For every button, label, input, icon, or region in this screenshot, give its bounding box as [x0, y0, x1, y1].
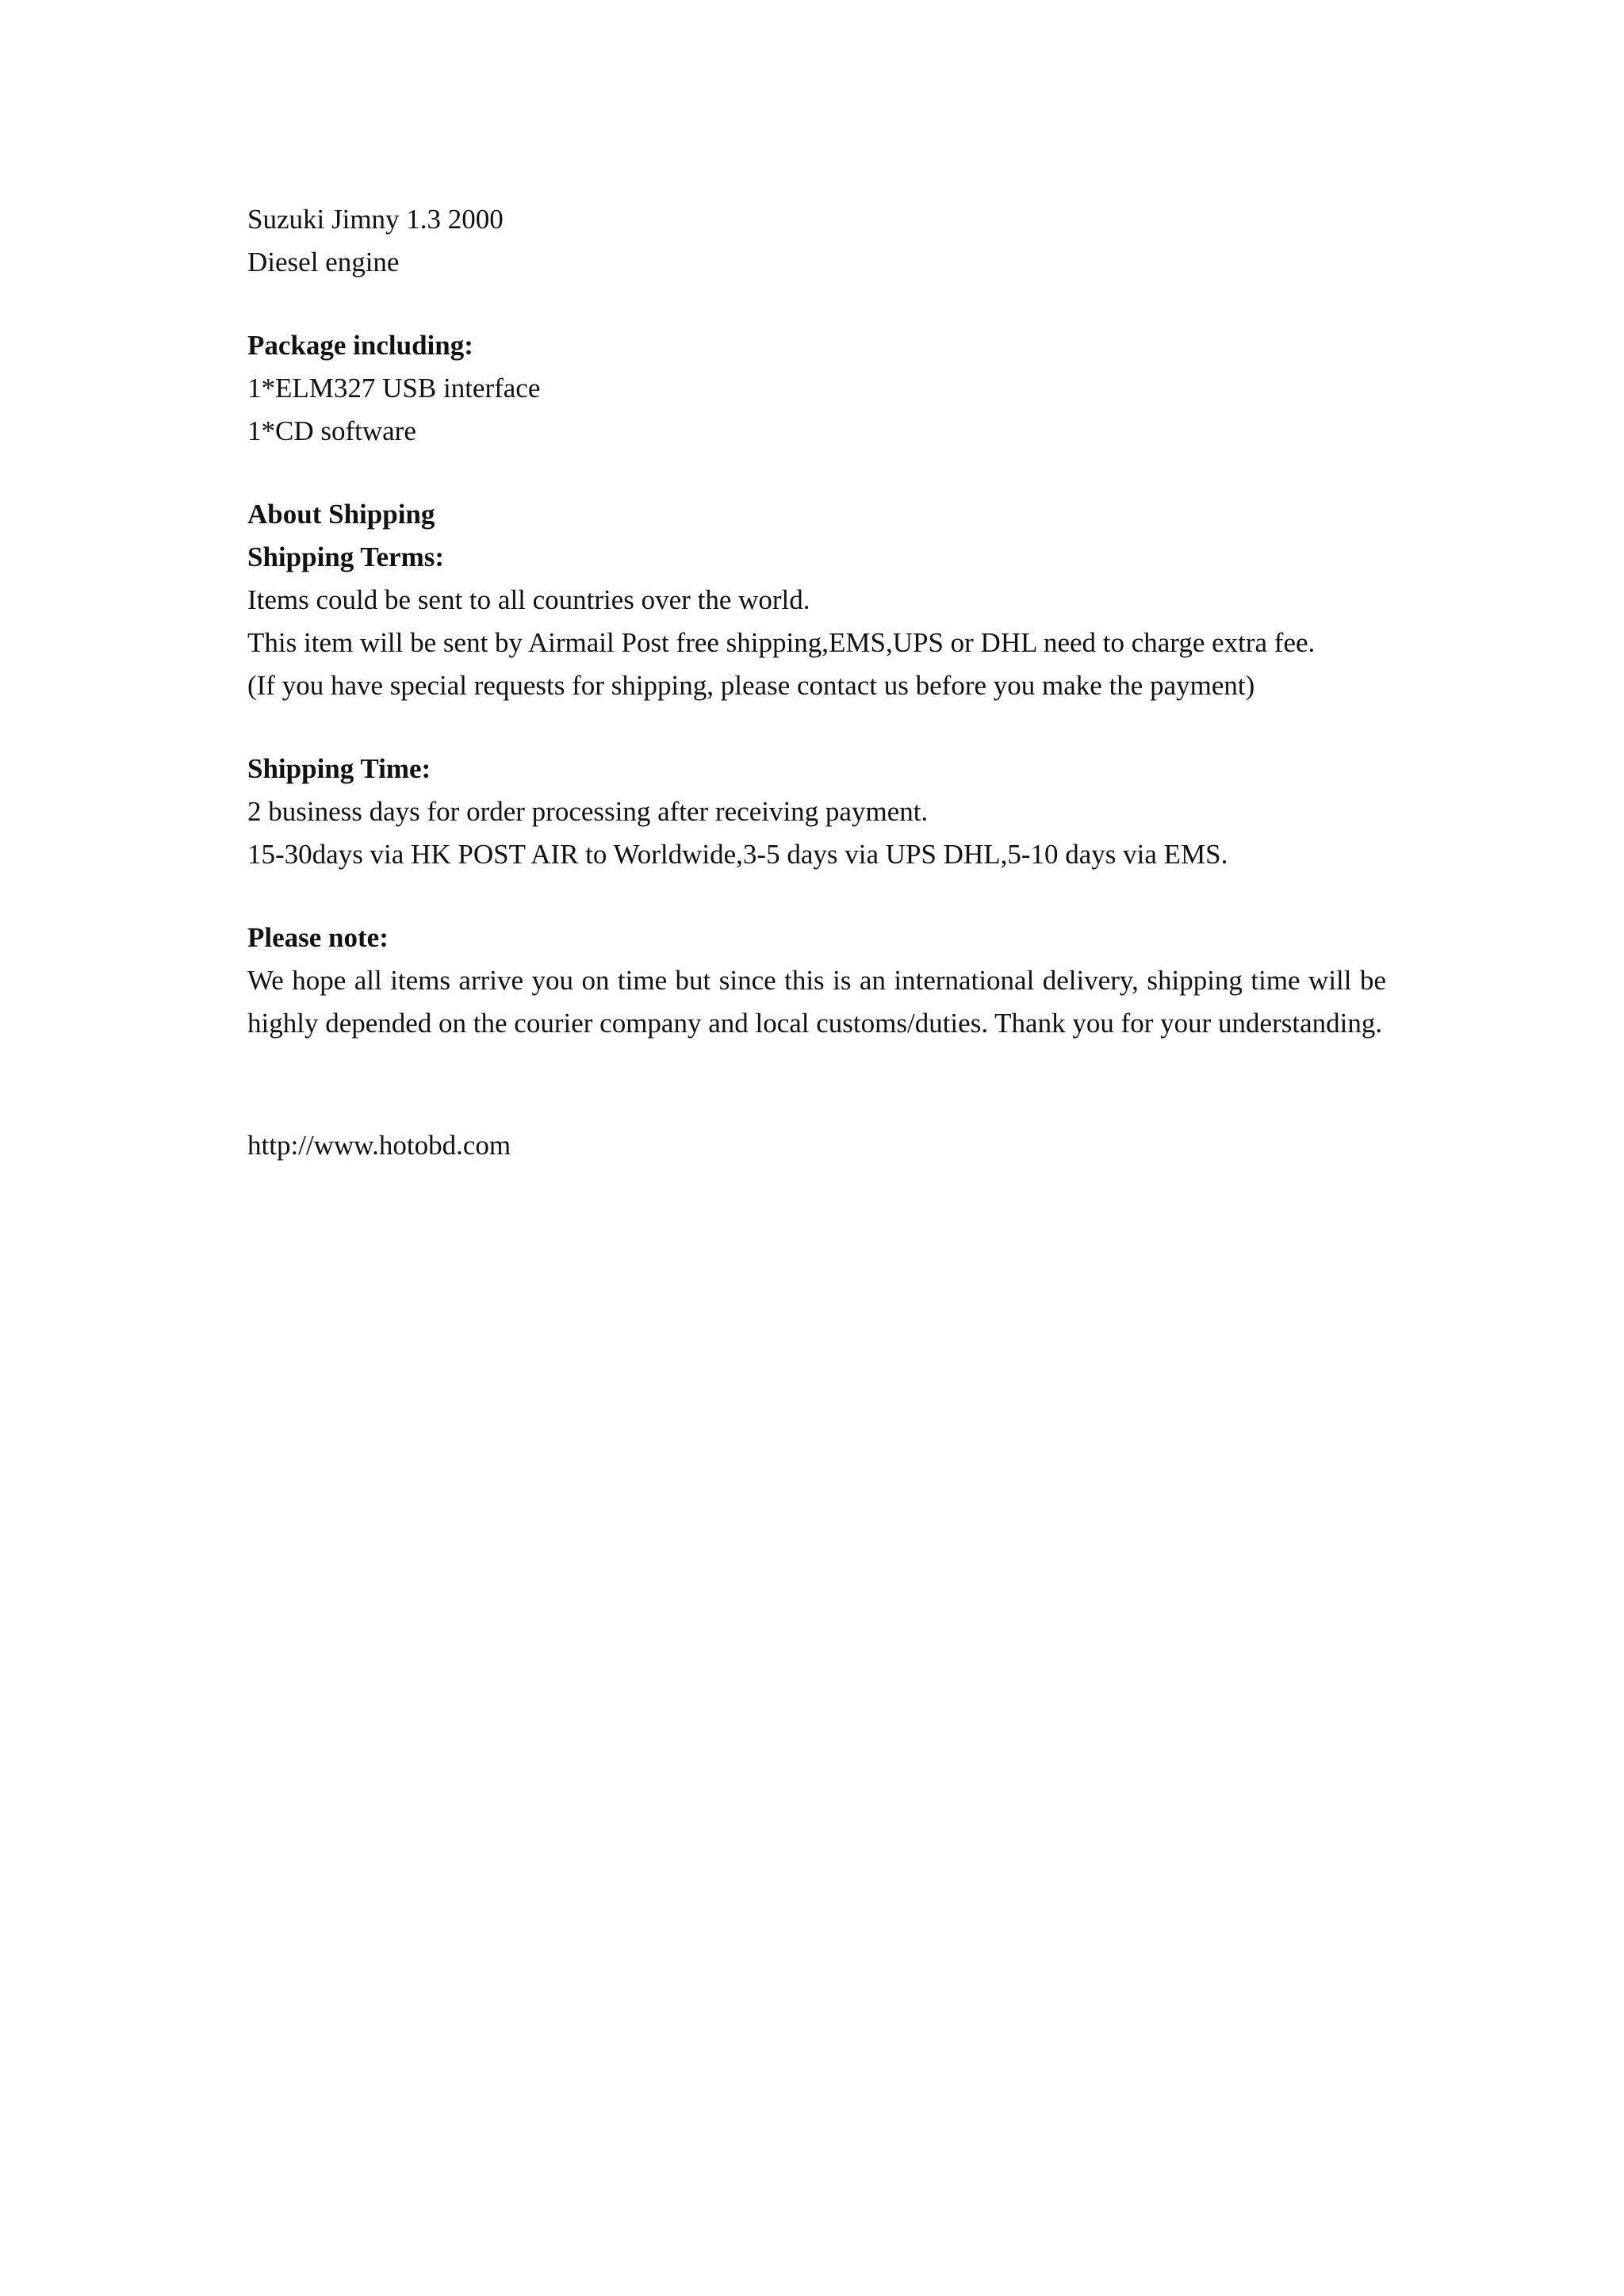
shipping-terms-line: Items could be sent to all countries over the world. [247, 584, 810, 615]
spacer [247, 1045, 1386, 1124]
shipping-terms-heading: Shipping Terms: [247, 541, 445, 572]
please-note-text: We hope all items arrive you on time but since this is an international delivery, shipping time will be highly depended on the courier company and local customs/duties. Thank you for your understanding. [247, 965, 1386, 1039]
shipping-time-line: 15-30days via HK POST AIR to Worldwide,3-5 days via UPS DHL,5-10 days via EMS. [247, 839, 1228, 870]
website-link[interactable]: http://www.hotobd.com [247, 1130, 511, 1161]
spacer [247, 284, 1386, 324]
package-item: 1*CD software [247, 415, 416, 446]
document-body [247, 198, 1386, 1167]
package-heading: Package including: [247, 330, 473, 361]
shipping-time-line: 2 business days for order processing after receiving payment. [247, 796, 929, 827]
package-item: 1*ELM327 USB interface [247, 373, 541, 404]
please-note-heading: Please note: [247, 922, 389, 953]
spacer [247, 876, 1386, 916]
spacer [247, 707, 1386, 748]
shipping-terms-line: (If you have special requests for shipping, please contact us before you make the payment) [247, 670, 1255, 701]
shipping-terms-line: This item will be sent by Airmail Post free shipping,EMS,UPS or DHL need to charge extra fee. [247, 627, 1316, 658]
engine-type: Diesel engine [247, 247, 400, 277]
about-shipping-heading: About Shipping [247, 499, 435, 530]
product-title: Suzuki Jimny 1.3 2000 [247, 204, 504, 235]
shipping-time-heading: Shipping Time: [247, 753, 431, 784]
spacer [247, 453, 1386, 493]
